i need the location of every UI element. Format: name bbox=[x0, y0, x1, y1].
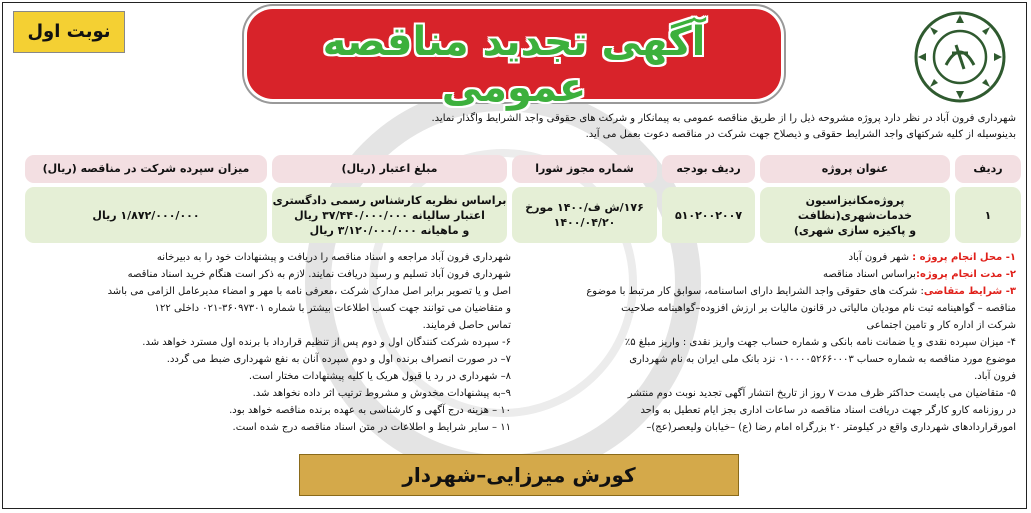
right-line-9: ۵- متقاضیان می بایست حداکثر ظرف مدت ۷ روز از تاریخ انتشار آگهی تجدید نوبت دوم منتشر bbox=[627, 388, 1016, 399]
cell-project bbox=[760, 187, 950, 243]
right-line-11: امورقراردادهای شهرداری واقع در کیلومتر ۲۰ بزرگراه امام رضا (ع) –خیابان ولیعصر(عج)– bbox=[646, 422, 1016, 433]
intro-line-1: شهرداری فرون آباد در نظر دارد پروژه مشروحه ذیل را از طریق مناقصه عمومی به پیمانکار و شرکت های حقوقی واجد الشرایط واگذار نماید. bbox=[431, 113, 1016, 124]
left-line-11: ۱۱ – سایر شرایط و اطلاعات در متن اسناد مناقصه درج شده است. bbox=[232, 422, 511, 433]
page-title: آگهی تجدید مناقصه عمومی bbox=[322, 19, 706, 111]
header-project: عنوان پروژه bbox=[760, 155, 950, 183]
cell-budget-row: ۵۱۰۲۰۰۲۰۰۷ bbox=[662, 187, 755, 243]
cell-permit-line-1: ۱۷۶/ش ف/۱۴۰۰ مورخ bbox=[525, 201, 644, 214]
left-line-10: ۱۰ – هزینه درج آگهی و کارشناسی به عهده برنده مناقصه خواهد بود. bbox=[229, 405, 511, 416]
cell-credit-amount bbox=[272, 187, 507, 243]
left-line-8: ۸– شهرداری در رد یا قبول هریک یا کلیه پیشنهادات مختار است. bbox=[248, 371, 511, 382]
cell-project-line-2: و پاکیزه سازی شهری) bbox=[793, 223, 917, 237]
right-line-6: ۴- میزان سپرده نقدی و یا ضمانت نامه بانکی و شماره حساب جهت واریز نقدی : واریز مبلغ ۵٪ bbox=[624, 337, 1016, 348]
cell-council-permit bbox=[512, 187, 657, 243]
header-budget-row: ردیف بودجه bbox=[662, 155, 755, 183]
intro-line-2: بدینوسیله از کلیه شرکتهای واجد الشرایط حقوقی و ذیصلاح جهت شرکت در مناقصه دعوت بعمل می آید. bbox=[585, 129, 1016, 140]
requirements-label: ۳- شرایط متقاضی bbox=[923, 286, 1016, 297]
tender-table bbox=[19, 155, 1022, 241]
right-line-4: مناقصه – گواهینامه ثبت نام مودیان مالیاتی در قانون مالیات بر ارزش افزوده–گواهینامه صلاحیت bbox=[621, 303, 1016, 314]
cell-credit-line-2: اعتبار سالیانه ۳۷/۴۴۰/۰۰۰/۰۰۰ ریال bbox=[294, 208, 485, 222]
left-line-3: اصل و یا تصویر برابر اصل مدارک شرکت ،معرفی نامه با مهر و امضاء مدیرعامل الزامی می باشد bbox=[107, 286, 511, 297]
duration-text: براساس اسناد مناقصه bbox=[822, 269, 916, 280]
right-line-2 bbox=[823, 268, 1016, 281]
cell-deposit: ۱/۸۷۲/۰۰۰/۰۰۰ ریال bbox=[25, 187, 267, 243]
municipality-emblem-icon bbox=[912, 9, 1008, 105]
cell-credit-line-3: و ماهیانه ۳/۱۲۰/۰۰۰/۰۰۰ ریال bbox=[309, 223, 470, 237]
cell-project-line-1: پروژه‌مکانیزاسیون خدمات‌شهری(نظافت bbox=[797, 193, 913, 222]
header-credit-amount: مبلغ اعتبار (ریال) bbox=[272, 155, 507, 183]
left-line-9: ۹–به پیشنهادات مخدوش و مشروط ترتیب اثر داده نخواهد شد. bbox=[252, 388, 511, 399]
left-line-1: شهرداری فرون آباد مراجعه و اسناد مناقصه را دریافت و پیشنهادات خود را به دبیرخانه bbox=[156, 252, 511, 263]
cell-permit-line-2: ۱۴۰۰/۰۴/۲۰ bbox=[553, 216, 616, 229]
right-line-7: موضوع مورد مناقصه به شماره حساب ۰۱۰۰۰۰۵۲۶۶۰۰۰۳ نزد بانک ملی ایران به نام شهرداری bbox=[629, 354, 1016, 365]
left-line-6: ۶- سپرده شرکت کنندگان اول و دوم پس از تنظیم قرارداد با برنده اول مسترد خواهد شد. bbox=[142, 337, 511, 348]
requirements-text: : شرکت های حقوقی واجد الشرایط دارای اساسنامه، سوابق کار مرتبط با موضوع bbox=[586, 286, 924, 297]
notice-frame bbox=[2, 2, 1027, 509]
header-index: ردیف bbox=[955, 155, 1021, 183]
duration-label: ۲- مدت انجام پروژه: bbox=[915, 269, 1016, 280]
mayor-signature-box: کورش میرزایی–شهردار bbox=[299, 454, 739, 496]
right-line-10: در روزنامه کارو کارگر جهت دریافت اسناد مناقصه در ساعات اداری بجز ایام تعطیل به واحد bbox=[640, 405, 1016, 416]
left-line-7: ۷– در صورت انصراف برنده اول و دوم سپرده آنان به نفع شهرداری ضبط می گردد. bbox=[166, 354, 511, 365]
location-label: ۱- محل انجام پروژه : bbox=[912, 252, 1016, 263]
header-deposit: میزان سپرده شرکت در مناقصه (ریال) bbox=[25, 155, 267, 183]
left-line-2: شهرداری فرون آباد تسلیم و رسید دریافت نمایند. لازم به ذکر است هنگام خرید اسناد مناقصه bbox=[127, 269, 511, 280]
right-line-8: فرون آباد. bbox=[974, 371, 1016, 382]
left-line-5: تماس حاصل فرمایند. bbox=[422, 320, 511, 331]
title-banner bbox=[247, 9, 781, 111]
cell-credit-line-1: براساس نظریه کارشناس رسمی دادگستری bbox=[272, 193, 507, 207]
header-council-permit: شماره مجوز شورا bbox=[512, 155, 657, 183]
location-text: شهر فرون آباد bbox=[848, 252, 913, 263]
right-line-5: شرکت از اداره کار و تامین اجتماعی bbox=[866, 320, 1016, 331]
right-line-3 bbox=[586, 285, 1016, 298]
right-line-1 bbox=[849, 251, 1016, 264]
turn-badge: نوبت اول bbox=[13, 11, 125, 53]
left-line-4: و متقاضیان می توانند جهت کسب اطلاعات بیشتر با شماره ۳۶۰۹۷۳۰۱-۰۲۱ داخلی ۱۲۲ bbox=[154, 303, 511, 314]
cell-index: ۱ bbox=[955, 187, 1021, 243]
